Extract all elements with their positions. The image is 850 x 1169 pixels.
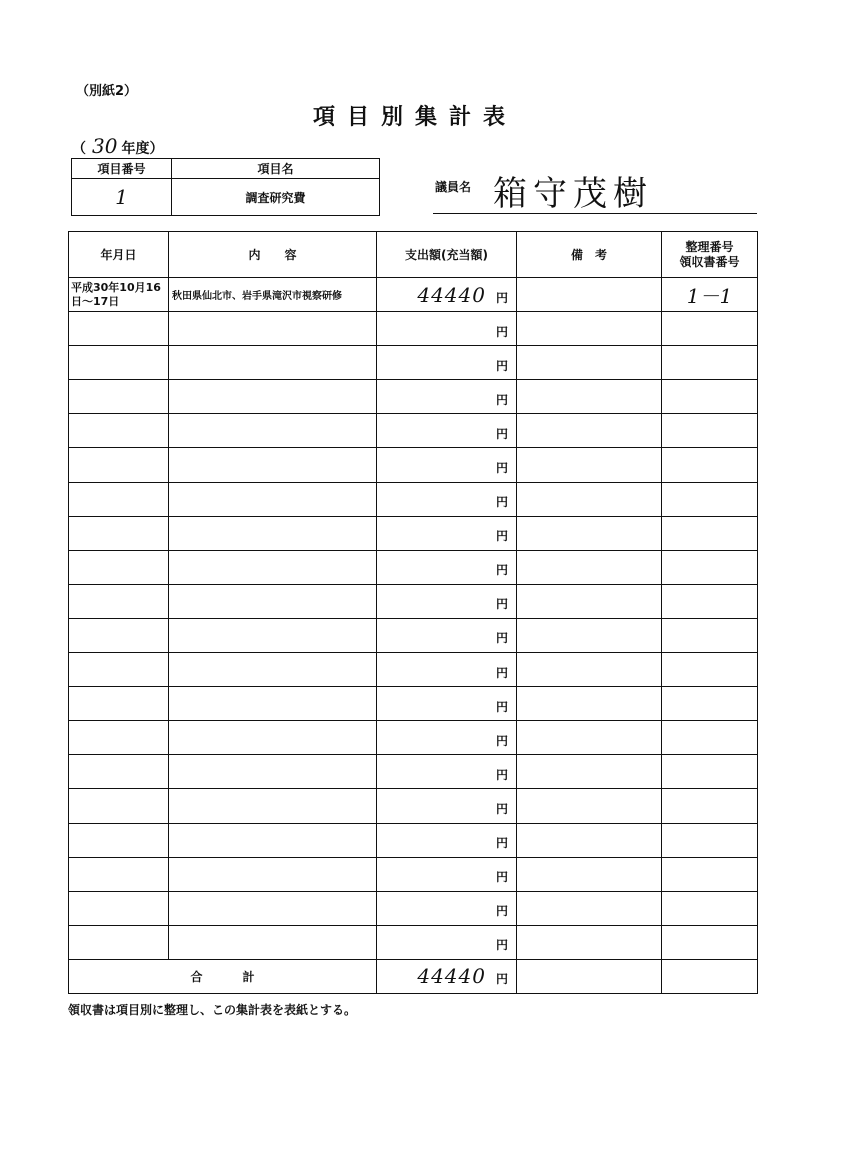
- row-remarks: [517, 823, 662, 857]
- header-ref-line1: 整理番号: [685, 239, 734, 254]
- member-label: 議員名: [435, 180, 472, 194]
- table-row: [69, 721, 758, 755]
- row-amount-cell: [377, 925, 517, 959]
- yen-unit: 円: [495, 597, 508, 612]
- row-date: [69, 312, 169, 346]
- row-date: 平成30年10月16日～17日: [69, 278, 169, 312]
- row-remarks: [517, 516, 662, 550]
- yen-unit: 円: [495, 904, 508, 919]
- row-date: [69, 448, 169, 482]
- row-content: [169, 618, 377, 652]
- yen-unit: 円: [495, 495, 508, 510]
- row-content: [169, 857, 377, 891]
- row-ref: [662, 755, 758, 789]
- table-row: [69, 448, 758, 482]
- header-date: 年月日: [69, 232, 169, 278]
- header-remarks: 備 考: [517, 232, 662, 278]
- total-row: [69, 959, 758, 993]
- yen-unit: 円: [495, 392, 508, 407]
- row-date: [69, 482, 169, 516]
- row-date: [69, 380, 169, 414]
- row-content: [169, 687, 377, 721]
- row-amount-cell: [377, 653, 517, 687]
- row-remarks: [517, 721, 662, 755]
- row-ref: [662, 823, 758, 857]
- row-remarks: [517, 346, 662, 380]
- member-field: [433, 166, 757, 214]
- row-amount-cell: [377, 278, 517, 312]
- row-remarks: [517, 312, 662, 346]
- row-ref: [662, 312, 758, 346]
- row-date: [69, 755, 169, 789]
- total-remarks: [517, 959, 662, 993]
- total-ref: [662, 959, 758, 993]
- row-amount-cell: [377, 482, 517, 516]
- row-date: [69, 823, 169, 857]
- row-content: [169, 653, 377, 687]
- fiscal-year-open: （: [72, 141, 86, 157]
- row-ref: [662, 550, 758, 584]
- row-amount-cell: [377, 312, 517, 346]
- table-row: [69, 618, 758, 652]
- row-amount-cell: [377, 721, 517, 755]
- row-remarks: [517, 550, 662, 584]
- row-remarks: [517, 380, 662, 414]
- row-amount-cell: [377, 755, 517, 789]
- row-remarks: [517, 891, 662, 925]
- row-date: [69, 653, 169, 687]
- row-remarks: [517, 687, 662, 721]
- yen-unit: 円: [495, 358, 508, 373]
- row-amount-cell: [377, 380, 517, 414]
- item-number-label: 項目番号: [72, 159, 172, 179]
- row-amount-cell: [377, 789, 517, 823]
- yen-unit: 円: [495, 699, 508, 714]
- table-row: [69, 653, 758, 687]
- row-content: [169, 380, 377, 414]
- row-remarks: [517, 414, 662, 448]
- total-amount: 44440: [417, 964, 486, 989]
- row-content: [169, 550, 377, 584]
- row-content: [169, 448, 377, 482]
- table-row: [69, 380, 758, 414]
- row-amount-cell: [377, 414, 517, 448]
- table-row: [69, 414, 758, 448]
- yen-unit: 円: [495, 461, 508, 476]
- yen-unit: 円: [495, 836, 508, 851]
- yen-unit: 円: [495, 324, 508, 339]
- yen-unit: 円: [495, 290, 508, 305]
- row-content: [169, 584, 377, 618]
- row-content: [169, 891, 377, 925]
- row-ref: [662, 346, 758, 380]
- row-amount: 44440: [417, 282, 486, 307]
- yen-unit: 円: [495, 938, 508, 953]
- item-number-value: 1: [72, 179, 172, 216]
- row-ref: [662, 721, 758, 755]
- row-date: [69, 721, 169, 755]
- row-ref: [662, 380, 758, 414]
- table-row: [69, 789, 758, 823]
- row-content: [169, 721, 377, 755]
- row-content: [169, 789, 377, 823]
- expense-table: [68, 231, 758, 994]
- yen-unit: 円: [495, 801, 508, 816]
- row-date: [69, 550, 169, 584]
- row-date: [69, 891, 169, 925]
- row-ref: [662, 891, 758, 925]
- total-label: 合計: [69, 959, 377, 993]
- row-remarks: [517, 857, 662, 891]
- header-content: 内 容: [169, 232, 377, 278]
- row-remarks: [517, 448, 662, 482]
- table-row: [69, 687, 758, 721]
- row-amount-cell: [377, 448, 517, 482]
- table-row: [69, 312, 758, 346]
- table-row: [69, 584, 758, 618]
- row-amount-cell: [377, 346, 517, 380]
- table-row: [69, 516, 758, 550]
- row-content: [169, 823, 377, 857]
- row-ref: [662, 789, 758, 823]
- fiscal-year-suffix: 年度）: [121, 141, 164, 157]
- attachment-label: （別紙2）: [76, 84, 138, 99]
- yen-unit: 円: [495, 665, 508, 680]
- item-name-label: 項目名: [172, 159, 380, 179]
- row-amount-cell: [377, 857, 517, 891]
- row-amount-cell: [377, 516, 517, 550]
- row-remarks: [517, 278, 662, 312]
- member-signature: 箱守茂樹: [493, 174, 653, 214]
- yen-unit: 円: [495, 631, 508, 646]
- row-ref: [662, 414, 758, 448]
- row-remarks: [517, 925, 662, 959]
- yen-unit: 円: [495, 426, 508, 441]
- row-content: [169, 312, 377, 346]
- row-date: [69, 414, 169, 448]
- header-ref: [662, 232, 758, 278]
- yen-unit: 円: [495, 563, 508, 578]
- row-ref: [662, 584, 758, 618]
- row-content: [169, 925, 377, 959]
- row-date: [69, 516, 169, 550]
- row-ref: [662, 653, 758, 687]
- row-date: [69, 687, 169, 721]
- fiscal-year: [72, 134, 163, 158]
- row-content: [169, 346, 377, 380]
- row-ref: [662, 687, 758, 721]
- table-row: [69, 857, 758, 891]
- table-row: [69, 346, 758, 380]
- table-row: [69, 278, 758, 312]
- row-ref: [662, 857, 758, 891]
- row-ref: 1－1: [662, 278, 758, 312]
- header-amount: 支出額(充当額): [377, 232, 517, 278]
- row-remarks: [517, 584, 662, 618]
- row-date: [69, 857, 169, 891]
- yen-unit: 円: [495, 972, 508, 987]
- row-content: [169, 482, 377, 516]
- table-row: [69, 482, 758, 516]
- table-row: [69, 925, 758, 959]
- row-date: [69, 346, 169, 380]
- yen-unit: 円: [495, 870, 508, 885]
- row-ref: [662, 482, 758, 516]
- table-header-row: [69, 232, 758, 278]
- table-row: [69, 891, 758, 925]
- total-amount-cell: [377, 959, 517, 993]
- row-remarks: [517, 618, 662, 652]
- row-content: [169, 755, 377, 789]
- item-header-table: [71, 158, 380, 216]
- row-ref: [662, 925, 758, 959]
- row-remarks: [517, 789, 662, 823]
- table-row: [69, 755, 758, 789]
- row-remarks: [517, 653, 662, 687]
- row-date: [69, 925, 169, 959]
- table-row: [69, 550, 758, 584]
- header-ref-line2: 領収書番号: [679, 254, 740, 269]
- row-ref: [662, 448, 758, 482]
- row-amount-cell: [377, 687, 517, 721]
- row-ref: [662, 618, 758, 652]
- row-amount-cell: [377, 618, 517, 652]
- row-remarks: [517, 755, 662, 789]
- yen-unit: 円: [495, 767, 508, 782]
- row-amount-cell: [377, 584, 517, 618]
- row-content: 秋田県仙北市、岩手県滝沢市視察研修: [169, 278, 377, 312]
- fiscal-year-value: 30: [92, 134, 118, 158]
- table-row: [69, 823, 758, 857]
- row-remarks: [517, 482, 662, 516]
- row-content: [169, 414, 377, 448]
- yen-unit: 円: [495, 529, 508, 544]
- row-content: [169, 516, 377, 550]
- row-amount-cell: [377, 891, 517, 925]
- item-name-value: 調査研究費: [172, 179, 380, 216]
- yen-unit: 円: [495, 733, 508, 748]
- row-date: [69, 584, 169, 618]
- row-amount-cell: [377, 550, 517, 584]
- row-amount-cell: [377, 823, 517, 857]
- row-ref: [662, 516, 758, 550]
- row-date: [69, 618, 169, 652]
- row-date: [69, 789, 169, 823]
- footnote: 領収書は項目別に整理し、この集計表を表紙とする。: [68, 1003, 357, 1017]
- page-title: 項目別集計表: [312, 105, 517, 130]
